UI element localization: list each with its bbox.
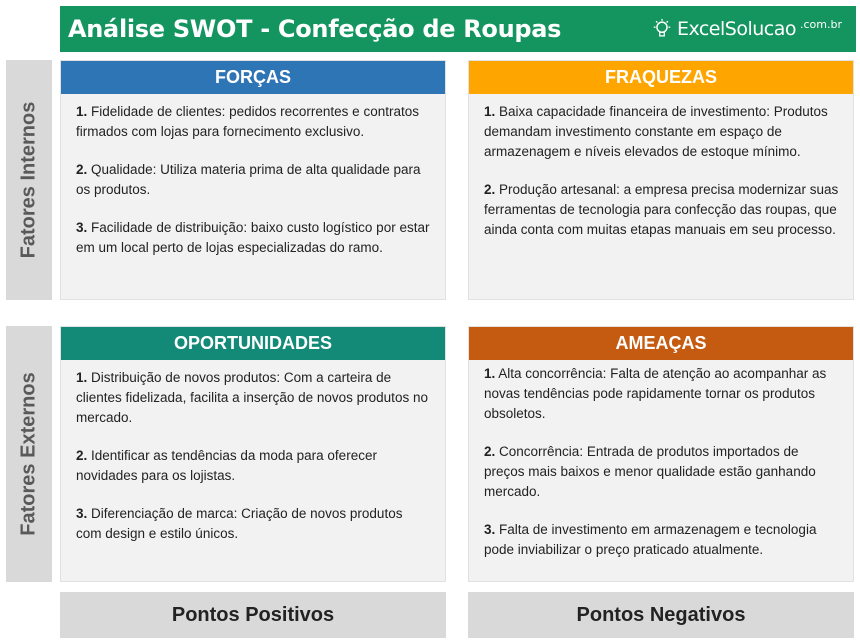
list-item: 2. Identificar as tendências da moda para oferecer novidades para os lojistas. [76, 448, 377, 483]
list-item: 2. Concorrência: Entrada de produtos importados de preços mais baixos e menor qualidade estão ganhando mercado. [484, 444, 816, 499]
weaknesses-panel [468, 60, 854, 300]
opportunities-panel [60, 326, 446, 582]
page-title: Análise SWOT - Confecção de Roupas [68, 15, 562, 43]
list-item: 2. Qualidade: Utiliza materia prima de alta qualidade para os produtos. [76, 162, 421, 197]
side-label-internal [6, 60, 52, 300]
list-item: 3. Diferenciação de marca: Criação de novos produtos com design e estilo únicos. [76, 506, 403, 541]
list-item: 2. Produção artesanal: a empresa precisa modernizar suas ferramentas de tecnologia para confecção das roupas, que ainda conta com muitas etapas manuais em seu processo. [484, 182, 839, 237]
brand-logo [651, 18, 842, 41]
list-item: 3. Facilidade de distribuição: baixo custo logístico por estar em um local perto de lojas especializadas do ramo. [76, 220, 430, 255]
opportunities-header: OPORTUNIDADES [61, 327, 445, 360]
list-item: 1. Distribuição de novos produtos: Com a carteira de clientes fidelizada, facilita a inserção de novos produtos no mercado. [76, 370, 428, 425]
forces-body [61, 94, 445, 258]
list-item: 1. Baixa capacidade financeira de investimento: Produtos demandam investimento constante em espaço de armazenagem e níveis elevados de estoque mínimo. [484, 104, 828, 159]
positive-points-footer: Pontos Positivos [60, 592, 446, 638]
list-item: 3. Falta de investimento em armazenagem e tecnologia pode inviabilizar o preço praticado atualmente. [484, 522, 817, 557]
brand-suffix: .com.br [800, 17, 842, 31]
side-label-external [6, 326, 52, 582]
internal-factors-label: Fatores Internos [17, 101, 40, 259]
threats-panel [468, 326, 854, 582]
title-bar [60, 6, 856, 52]
forces-header: FORÇAS [61, 61, 445, 94]
external-factors-label: Fatores Externos [17, 372, 40, 536]
weaknesses-header: FRAQUEZAS [469, 61, 853, 94]
opportunities-body [61, 360, 445, 544]
list-item: 1. Alta concorrência: Falta de atenção ao acompanhar as novas tendências pode rapidamente tornar os produtos obsoletos. [484, 366, 827, 421]
threats-header: AMEAÇAS [469, 327, 853, 360]
brand-name: ExcelSolucao [676, 18, 796, 40]
weaknesses-body [469, 94, 853, 240]
list-item: 1. Fidelidade de clientes: pedidos recorrentes e contratos firmados com lojas para fornecimento exclusivo. [76, 104, 419, 139]
forces-panel [60, 60, 446, 300]
lightbulb-icon [651, 18, 673, 40]
threats-body [469, 360, 853, 560]
negative-points-footer: Pontos Negativos [468, 592, 854, 638]
